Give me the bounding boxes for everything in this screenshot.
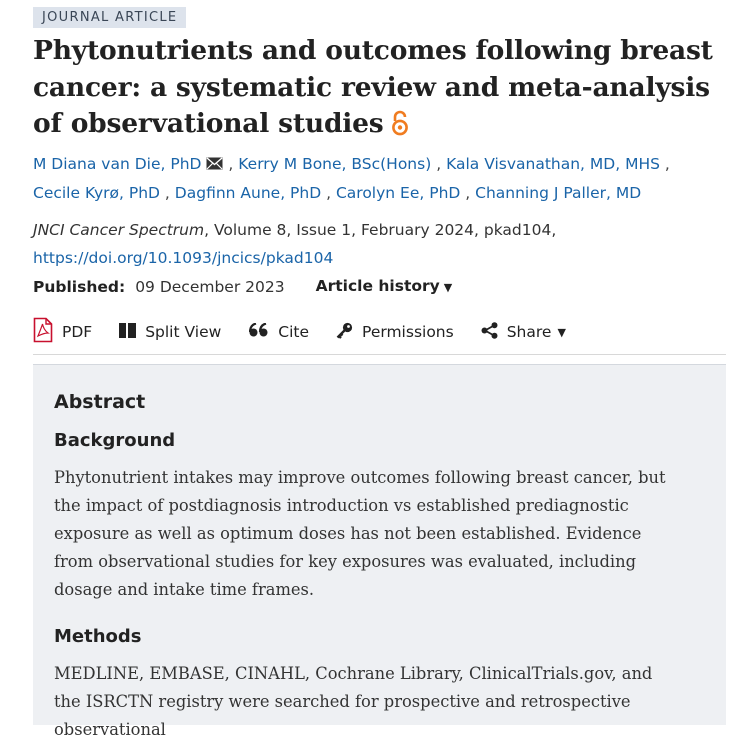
article-type-badge: JOURNAL ARTICLE [33, 7, 186, 28]
share-label: Share [506, 323, 552, 341]
author-separator: , [326, 183, 332, 202]
citation-details: , Volume 8, Issue 1, February 2024, pkad104, [204, 220, 557, 239]
key-icon [336, 322, 362, 343]
methods-text: MEDLINE, EMBASE, CINAHL, Cochrane Library, ClinicalTrials.gov, and the ISRCTN registry were searched for prospective and retrospective observational [54, 664, 653, 739]
pdf-label: PDF [62, 323, 93, 341]
methods-heading: Methods [54, 626, 142, 647]
author-link-bone[interactable]: Kerry M Bone, BSc(Hons) [238, 154, 432, 173]
pdf-button[interactable] [33, 317, 92, 347]
split-view-button[interactable] [119, 317, 221, 347]
article-title [33, 33, 726, 147]
journal-name: JNCI Cancer Spectrum [33, 220, 205, 239]
article-toolbar [33, 316, 726, 355]
quote-icon [249, 323, 278, 342]
share-dropdown[interactable] [481, 317, 566, 347]
caret-down-icon: ▼ [557, 325, 566, 339]
published-date: 09 December 2023 [135, 277, 285, 296]
cite-label: Cite [278, 323, 310, 341]
author-link-aune[interactable]: Dagfinn Aune, PhD [174, 183, 322, 202]
author-link-visvanathan[interactable]: Kala Visvanathan, MD, MHS [446, 154, 660, 173]
open-access-icon [389, 110, 411, 147]
background-heading: Background [54, 430, 176, 451]
share-icon [481, 322, 507, 343]
author-link-kyro[interactable]: Cecile Kyrø, PhD [33, 183, 160, 202]
article-history-label: Article history [315, 276, 440, 295]
citation-block [33, 216, 726, 272]
split-view-icon [119, 323, 145, 342]
author-link-paller[interactable]: Channing J Paller, MD [475, 183, 642, 202]
author-link-van-die[interactable]: M Diana van Die, PhD [33, 154, 202, 173]
permissions-label: Permissions [362, 323, 454, 341]
split-view-label: Split View [145, 323, 222, 341]
author-separator: , [164, 183, 170, 202]
cite-button[interactable] [249, 317, 309, 347]
abstract-panel [33, 364, 726, 739]
caret-down-icon: ▼ [443, 280, 453, 294]
author-link-ee[interactable]: Carolyn Ee, PhD [335, 183, 461, 202]
background-text: Phytonutrient intakes may improve outcomes following breast cancer, but the impact of postdiagnosis introduction vs established prediagnostic exposure as well as optimum doses has not been established. Evidence from observational studies for key exposures was evaluated, including dosage and intake time frames. [54, 468, 666, 599]
author-separator: , [465, 183, 471, 202]
author-separator: , [436, 154, 442, 173]
author-list [33, 150, 726, 207]
pdf-icon [33, 317, 62, 347]
doi-link[interactable]: https://doi.org/10.1093/jncics/pkad104 [33, 248, 334, 267]
article-header [33, 0, 726, 739]
abstract-heading: Abstract [54, 391, 146, 413]
article-history-toggle[interactable] [316, 272, 453, 302]
author-separator: , [228, 154, 234, 173]
email-icon[interactable] [206, 151, 223, 179]
article-title-text: Phytonutrients and outcomes following breast cancer: a systematic review and meta-analysis of observational studies [33, 35, 713, 139]
published-label: Published: [33, 277, 126, 296]
permissions-button[interactable] [336, 317, 454, 347]
author-separator: , [664, 154, 670, 173]
publication-info [33, 273, 726, 301]
